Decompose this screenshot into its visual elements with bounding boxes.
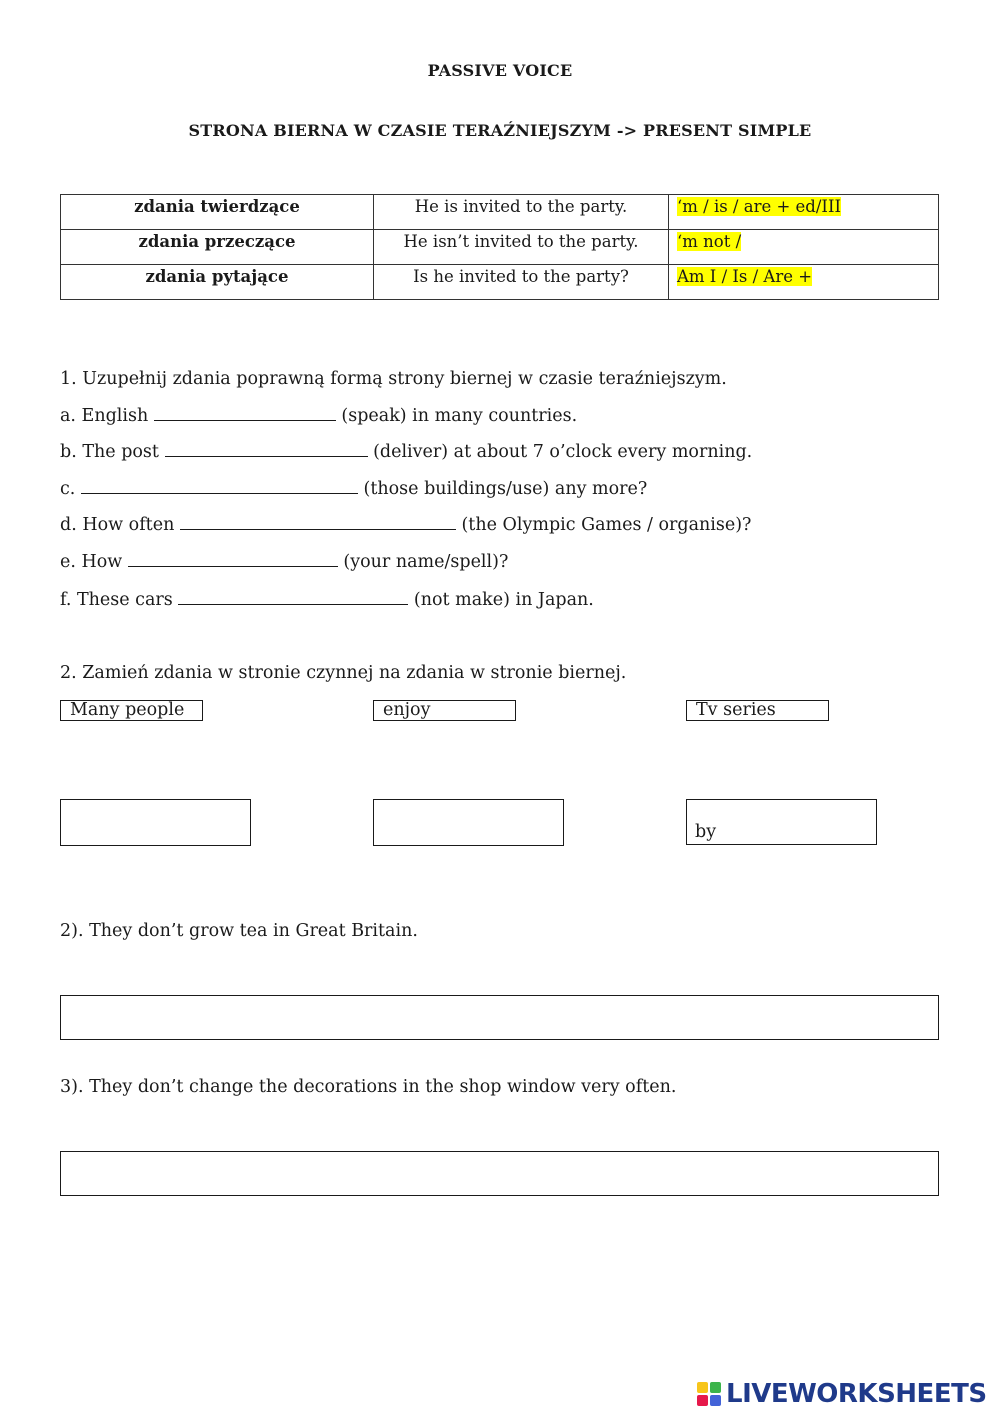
rule-cell [669,230,939,265]
table-row [61,265,939,300]
answer-blank[interactable] [154,406,336,421]
item-text: (your name/spell)? [337,552,509,572]
sentence-type-cell: zdania twierdzące [61,195,374,230]
highlighted-rule: ‘m not / [677,232,742,251]
example-cell: He isn’t invited to the party. [374,230,669,265]
answer-box[interactable] [60,995,939,1040]
answer-blank[interactable] [128,552,338,567]
item-text: b. The post [60,442,165,462]
liveworksheets-logo [697,1380,987,1408]
logo-text: LIVEWORKSHEETS [726,1379,987,1409]
exercise-item-d [60,515,751,535]
highlighted-rule: Am I / Is / Are + [677,267,813,286]
word-box: Tv series [686,700,829,721]
answer-blank[interactable] [178,590,408,605]
sentence-type-cell: zdania przeczące [61,230,374,265]
exercise-item-e [60,552,508,572]
sentence-3: 3). They don’t change the decorations in the shop window very often. [60,1077,677,1097]
page-title: PASSIVE VOICE [427,61,573,80]
item-text: a. English [60,406,154,426]
exercise-item-a [60,406,577,426]
answer-blank[interactable] [180,515,456,530]
item-text: c. [60,479,81,499]
word-box: Many people [60,700,203,721]
item-text: (deliver) at about 7 o’clock every morning. [367,442,753,462]
item-text: (speak) in many countries. [335,406,578,426]
item-text: (the Olympic Games / organise)? [455,515,752,535]
table-row [61,195,939,230]
grammar-table [60,194,939,300]
item-text: (those buildings/use) any more? [357,479,648,499]
item-text: e. How [60,552,128,572]
page-subtitle: STRONA BIERNA W CZASIE TERAŹNIEJSZYM -> PRESENT SIMPLE [188,121,812,140]
word-box: enjoy [373,700,516,721]
exercise-item-b [60,442,752,462]
answer-blank[interactable] [81,479,358,494]
sentence-2: 2). They don’t grow tea in Great Britain. [60,921,418,941]
highlighted-rule: ‘m / is / are + ed/III [677,197,841,216]
logo-icon [697,1382,721,1406]
exercise-item-c [60,479,647,499]
item-text: d. How often [60,515,180,535]
answer-box[interactable] [60,1151,939,1196]
answer-box[interactable] [60,799,251,846]
example-cell: Is he invited to the party? [374,265,669,300]
answer-box[interactable] [373,799,564,846]
by-label: by [695,822,717,842]
answer-blank[interactable] [165,442,368,457]
item-text: f. These cars [60,590,179,610]
exercise-item-f [60,590,594,610]
item-text: (not make) in Japan. [408,590,594,610]
exercise1-instruction: 1. Uzupełnij zdania poprawną formą strony biernej w czasie teraźniejszym. [60,369,727,389]
rule-cell [669,265,939,300]
exercise2-instruction: 2. Zamień zdania w stronie czynnej na zdania w stronie biernej. [60,663,627,683]
table-row [61,230,939,265]
sentence-type-cell: zdania pytające [61,265,374,300]
rule-cell [669,195,939,230]
example-cell: He is invited to the party. [374,195,669,230]
